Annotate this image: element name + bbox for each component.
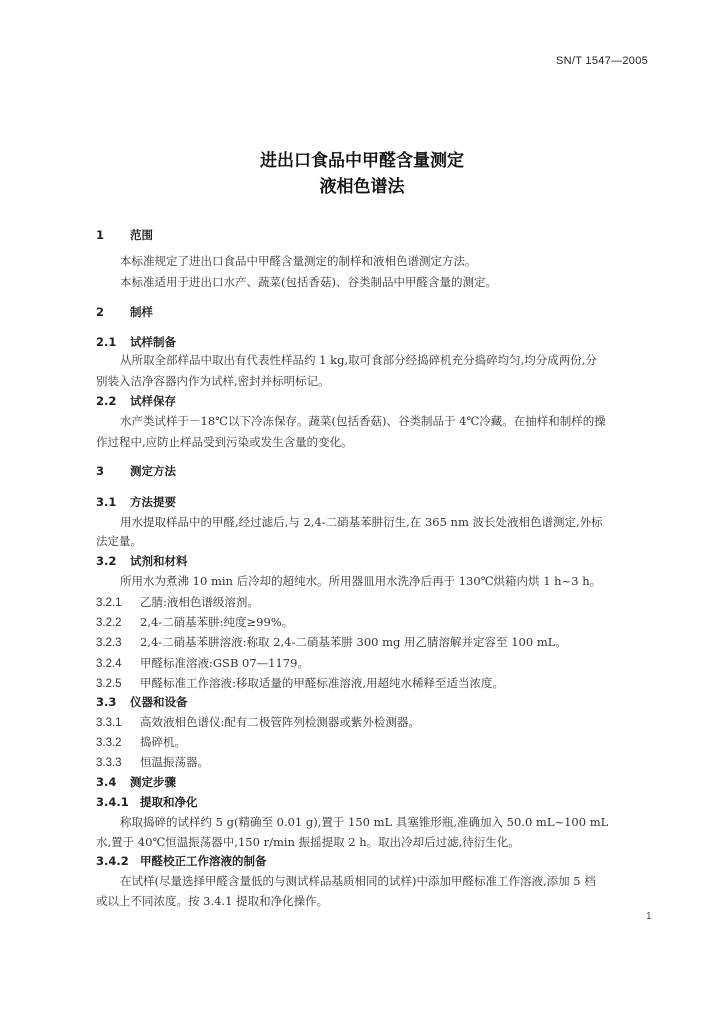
section-3-4-2-line-1: 在试样(尽量选择甲醛含量低的与测试样品基质相同的试样)中添加甲醛标准工作溶液,添加 5 档 — [120, 874, 596, 888]
section-3-4-1-heading: 3.4.1 提取和净化 — [96, 795, 198, 809]
document-title: 进出口食品中甲醛含量测定 — [260, 151, 464, 171]
document-subtitle: 液相色谱法 — [319, 177, 405, 197]
item-3-2-3: 3.2.3 2,4-二硝基苯肼溶液:称取 2,4-二硝基苯肼 300 mg 用乙腈溶解并定容至 100 mL。 — [96, 635, 567, 649]
section-3-1-line-1: 用水提取样品中的甲醛,经过滤后,与 2,4-二硝基苯肼衍生,在 365 nm 波长处液相色谱测定,外标 — [120, 515, 603, 529]
item-3-2-2: 3.2.2 2,4-二硝基苯肼:纯度≥99%。 — [96, 615, 294, 629]
section-3-4-1-line-2: 水,置于 40℃恒温振荡器中,150 r/min 振摇提取 2 h。取出冷却后过滤,待衍生化。 — [96, 835, 520, 849]
item-3-3-1: 3.3.1 高效液相色谱仪:配有二极管阵列检测器或紫外检测器。 — [96, 715, 420, 729]
item-3-3-2: 3.3.2 捣碎机。 — [96, 735, 186, 749]
item-3-2-1: 3.2.1 乙腈:液相色谱级溶剂。 — [96, 595, 259, 609]
section-3-1-heading: 3.1 方法提要 — [96, 495, 176, 509]
section-2-1-line-1: 从所取全部样品中取出有代表性样品约 1 kg,取可食部分经捣碎机充分捣碎均匀,均分成两份,分 — [120, 353, 597, 367]
section-2-1-heading: 2.1 试样制备 — [96, 335, 176, 349]
section-3-4-2-line-2: 或以上不同浓度。按 3.4.1 提取和净化操作。 — [96, 894, 329, 908]
section-2-heading: 2 制样 — [96, 305, 153, 319]
section-1-para-1: 本标准规定了进出口食品中甲醛含量测定的制样和液相色谱测定方法。 — [120, 254, 477, 268]
section-2-2-line-1: 水产类试样于－18℃以下冷冻保存。蔬菜(包括香菇)、谷类制品于 4℃冷藏。在抽样和制样的操 — [120, 414, 606, 428]
section-2-1-line-2: 别装入洁净容器内作为试样,密封并标明标记。 — [96, 374, 330, 388]
section-3-2-heading: 3.2 试剂和材料 — [96, 554, 188, 568]
section-3-4-1-line-1: 称取捣碎的试样约 5 g(精确至 0.01 g),置于 150 mL 具塞锥形瓶,准确加入 50.0 mL~100 mL — [120, 815, 609, 829]
section-2-2-heading: 2.2 试样保存 — [96, 394, 176, 408]
section-1-para-2: 本标准适用于进出口水产、蔬菜(包括香菇)、谷类制品中甲醛含量的测定。 — [120, 275, 497, 289]
standard-number: SN/T 1547—2005 — [556, 55, 649, 67]
page-number: 1 — [646, 911, 652, 922]
section-3-3-heading: 3.3 仪器和设备 — [96, 695, 188, 709]
item-3-2-5: 3.2.5 甲醛标准工作溶液:移取适量的甲醛标准溶液,用超纯水稀释至适当浓度。 — [96, 676, 505, 690]
item-3-2-4: 3.2.4 甲醛标准溶液:GSB 07—1179。 — [96, 656, 309, 670]
section-3-4-2-heading: 3.4.2 甲醛校正工作溶液的制备 — [96, 854, 267, 868]
section-1-heading: 1 范围 — [96, 228, 153, 242]
section-2-2-line-2: 作过程中,应防止样品受到污染或发生含量的变化。 — [96, 435, 353, 449]
item-3-3-3: 3.3.3 恒温振荡器。 — [96, 755, 209, 769]
section-3-4-heading: 3.4 测定步骤 — [96, 775, 176, 789]
section-3-heading: 3 测定方法 — [96, 464, 176, 478]
section-3-2-intro: 所用水为煮沸 10 min 后冷却的超纯水。所用器皿用水洗净后再于 130℃烘箱内烘 1 h~3 h。 — [120, 574, 602, 588]
section-3-1-line-2: 法定量。 — [96, 534, 142, 548]
